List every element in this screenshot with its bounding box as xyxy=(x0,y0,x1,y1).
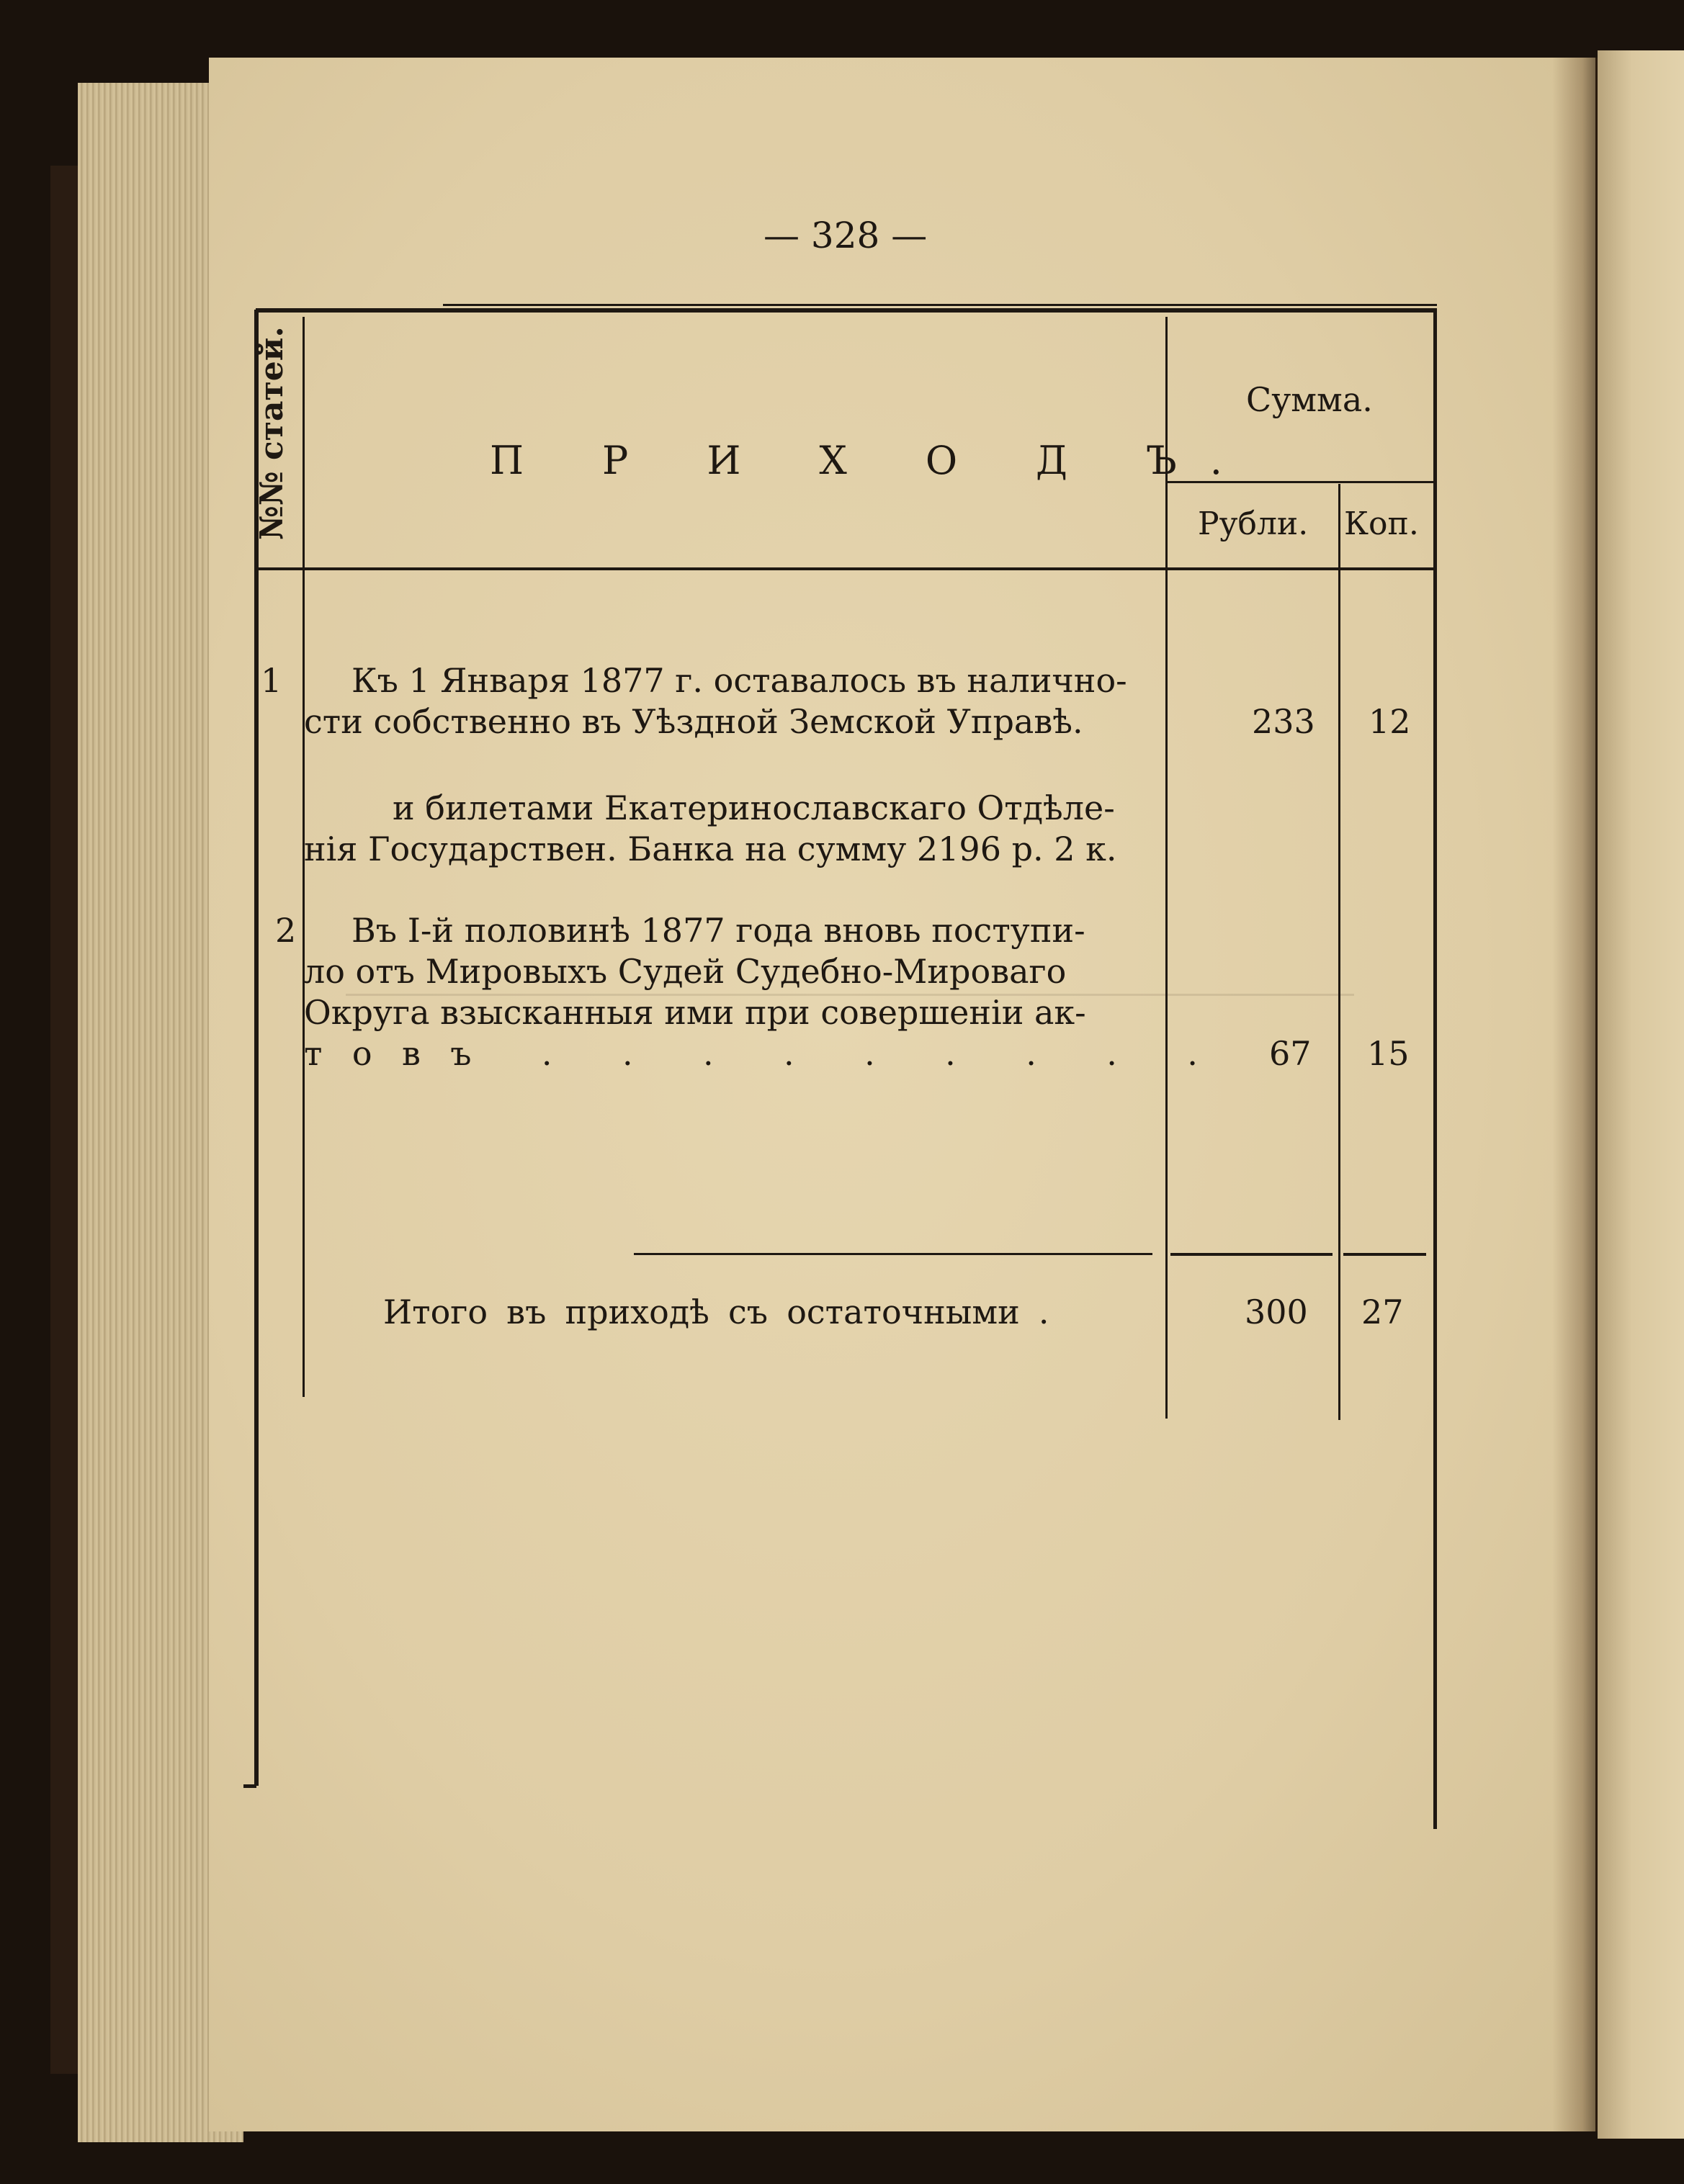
row-text-line: Въ І-й половинѣ 1877 года вновь поступи- xyxy=(351,911,1085,950)
bottom-frame-rule xyxy=(243,1784,256,1788)
top-rule-thin xyxy=(443,304,1437,306)
page-gutter-shadow xyxy=(1552,58,1603,2131)
row-text-line: сти собственно въ Уѣздной Земской Управѣ. xyxy=(304,702,1083,741)
column-header-article-number: №№ статей. xyxy=(254,326,290,540)
page-number: — 328 — xyxy=(763,215,928,256)
total-rubles: 300 xyxy=(1245,1293,1308,1331)
row-number: 2 xyxy=(275,911,297,950)
bleed-through-block xyxy=(346,994,1354,1788)
total-rule-text xyxy=(634,1253,1152,1255)
row-rubles: 233 xyxy=(1252,702,1315,741)
row-text-line: Къ 1 Января 1877 г. оставалось въ налично- xyxy=(351,661,1127,700)
kop-col-rule xyxy=(1338,484,1340,1420)
row-text-line: нія Государствен. Банка на сумму 2196 р. 2 к. xyxy=(304,830,1117,868)
row-number: 1 xyxy=(261,661,282,700)
header-bottom-rule xyxy=(256,567,1433,570)
row-text-line: ло отъ Мировыхъ Судей Судебно-Мироваго xyxy=(304,952,1067,991)
row-text-line: Округа взысканныя ими при совершеніи ак- xyxy=(304,993,1086,1032)
row-kopecks: 12 xyxy=(1369,702,1411,741)
row-kopecks: 15 xyxy=(1367,1034,1410,1073)
facing-page-edge xyxy=(1598,50,1684,2139)
right-frame-rule xyxy=(1433,310,1437,1829)
row-rubles: 67 xyxy=(1269,1034,1312,1073)
top-rule xyxy=(256,308,1437,313)
row-text-line: товъ . . . . . . . . . xyxy=(304,1034,1228,1073)
book-cover-edge xyxy=(50,166,79,2074)
column-header-rubles: Рубли. xyxy=(1198,505,1309,542)
total-rule-rubles xyxy=(1170,1253,1333,1256)
row-text-line: и билетами Екатеринославскаго Отдѣле- xyxy=(393,788,1115,827)
total-kopecks: 27 xyxy=(1361,1293,1404,1331)
column-header-sum: Сумма. xyxy=(1246,380,1373,419)
table-title: П Р И Х О Д Ъ. xyxy=(490,438,1255,483)
column-header-kopecks: Коп. xyxy=(1344,505,1419,542)
total-rule-kopecks xyxy=(1343,1253,1426,1256)
total-label: Итого въ приходѣ съ остаточными . xyxy=(383,1293,1049,1331)
